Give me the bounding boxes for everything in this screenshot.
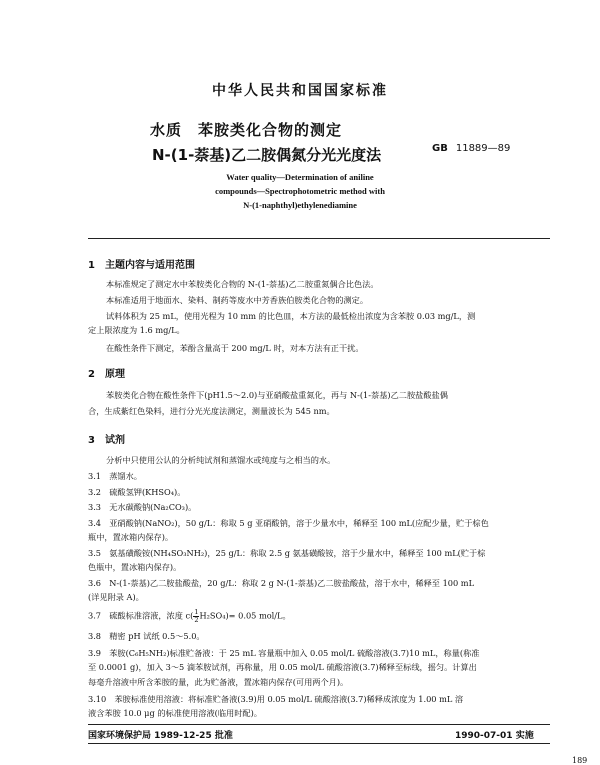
clause-text: 苯胺(C₆H₅NH₂)标准贮备液：于 25 mL 容量瓶中加入 0.05 mol/L 硫酸溶液(3.7)10 mL，称量(称准 [109, 648, 480, 658]
reagent-3-1 [88, 471, 142, 482]
paragraph: 分析中只使用公认的分析纯试剂和蒸馏水或纯度与之相当的水。 [106, 455, 336, 465]
reagent-3-6 [88, 578, 474, 589]
section-2-heading [88, 365, 125, 380]
reagent-3-7 [88, 609, 291, 624]
clause-number: 3.2 [88, 487, 102, 497]
clause-continued: 色瓶中，置冰箱内保存)。 [88, 562, 182, 572]
clause-text: 精密 pH 试纸 0.5～5.0。 [109, 631, 205, 641]
title-cn-line2: N-(1-萘基)乙二胺偶氮分光光度法 [152, 146, 382, 164]
reagent-3-4 [88, 518, 489, 529]
paragraph-continued: 合，生成紫红色染料，进行分光光度法测定，测量波长为 545 nm。 [88, 406, 335, 416]
clause-text: 亚硝酸钠(NaNO₂)，50 g/L：称取 5 g 亚硝酸钠，溶于少量水中，稀释至 100 mL(应配少量，贮于棕色 [109, 518, 489, 528]
reagent-3-9 [88, 648, 479, 659]
standard-code [432, 143, 510, 154]
clause-text: 硫酸标准溶液，浓度 c( [109, 610, 194, 621]
title-en-line1: Water quality—Determination of aniline [226, 172, 374, 182]
footer-divider-bottom [88, 743, 550, 744]
clause-number: 3.3 [88, 502, 102, 512]
paragraph: 在酸性条件下测定，苯酚含量高于 200 mg/L 时，对本方法有正干扰。 [106, 343, 364, 353]
clause-number: 3.1 [88, 471, 102, 481]
code-prefix: GB [432, 143, 448, 154]
title-en-line3: N-(1-naphthyl)ethylenediamine [243, 200, 357, 210]
clause-number: 3.4 [88, 518, 102, 528]
paragraph: 苯胺类化合物在酸性条件下(pH1.5～2.0)与亚硝酸盐重氮化，再与 N-(1-萘基)乙二胺盐酸盐偶 [106, 390, 448, 400]
clause-text: 氨基磺酸铵(NH₄SO₃NH₂)，25 g/L：称取 2.5 g 氨基磺酸铵，溶于少量水中，稀释至 100 mL(贮于棕 [109, 548, 486, 558]
clause-number: 3.7 [88, 610, 102, 621]
paragraph: 试料体积为 25 mL，使用光程为 10 mm 的比色皿，本方法的最低检出浓度为含苯胺 0.03 mg/L，测 [106, 311, 476, 321]
paragraph: 本标准规定了测定水中苯胺类化合物的 N-(1-萘基)乙二胺重氮偶合比色法。 [106, 279, 379, 289]
footer-divider [88, 724, 550, 725]
paragraph: 本标准适用于地面水、染料、制药等废水中芳香族伯胺类化合物的测定。 [106, 295, 369, 305]
reagent-3-2 [88, 487, 185, 498]
implementation-date: 1990-07-01 实施 [455, 731, 534, 741]
section-title: 试剂 [104, 435, 125, 446]
clause-number: 3.9 [88, 648, 102, 658]
fraction-denominator: 2 [194, 616, 199, 624]
reagent-3-3 [88, 502, 196, 513]
page-number: 189 [572, 756, 588, 765]
title-cn-line1: 水质 苯胺类化合物的测定 [150, 121, 343, 139]
section-number: 1 [88, 260, 95, 271]
paragraph-continued: 定上限浓度为 1.6 mg/L。 [88, 325, 185, 335]
clause-number: 3.6 [88, 578, 102, 588]
clause-text: 硫酸氢钾(KHSO₄)。 [109, 487, 186, 497]
section-number: 3 [88, 435, 95, 446]
clause-text: 苯胺标准使用溶液：将标准贮备液(3.9)用 0.05 mol/L 硫酸溶液(3.7)稀释成浓度为 1.00 mL 溶 [114, 694, 464, 704]
clause-continued: (详见附录 A)。 [88, 592, 144, 602]
clause-text-tail: H₂SO₄)= 0.05 mol/L。 [199, 610, 291, 621]
code-number: 11889—89 [455, 143, 511, 154]
clause-number: 3.5 [88, 548, 102, 558]
section-title: 主题内容与适用范围 [104, 260, 195, 271]
title-en-line2: compounds—Spectrophotometric method with [215, 186, 385, 196]
reagent-3-5 [88, 548, 485, 559]
clause-continued: 至 0.0001 g)，加入 3～5 滴苯胺试剂，再称量，用 0.05 mol/L 硫酸溶液(3.7)稀释至标线，摇匀。计算出 [88, 662, 477, 672]
header-divider [88, 238, 550, 239]
nation-standard-heading: 中华人民共和国国家标准 [212, 83, 388, 99]
fraction-numerator: 1 [194, 608, 199, 616]
section-title: 原理 [104, 369, 125, 380]
reagent-3-10 [88, 694, 463, 705]
clause-text: 蒸馏水。 [109, 471, 142, 481]
clause-text: N-(1-萘基)乙二胺盐酸盐，20 g/L：称取 2 g N-(1-萘基)乙二胺盐酸盐，溶于水中，稀释至 100 mL [109, 578, 475, 588]
clause-number: 3.10 [88, 694, 107, 704]
clause-number: 3.8 [88, 631, 102, 641]
section-3-heading [88, 431, 125, 446]
clause-continued: 每毫升溶液中所含苯胺的量，此为贮备液，置冰箱内保存(可用两个月)。 [88, 677, 349, 687]
clause-continued: 液含苯胺 10.0 μg 的标准使用溶液(临用时配)。 [88, 708, 262, 718]
section-number: 2 [88, 369, 95, 380]
clause-text: 无水碳酸钠(Na₂CO₃)。 [109, 502, 197, 512]
approval-date: 国家环境保护局 1989-12-25 批准 [88, 731, 233, 741]
reagent-3-8 [88, 631, 205, 642]
section-1-heading [88, 256, 195, 271]
clause-continued: 瓶中，置冰箱内保存)。 [88, 532, 174, 542]
